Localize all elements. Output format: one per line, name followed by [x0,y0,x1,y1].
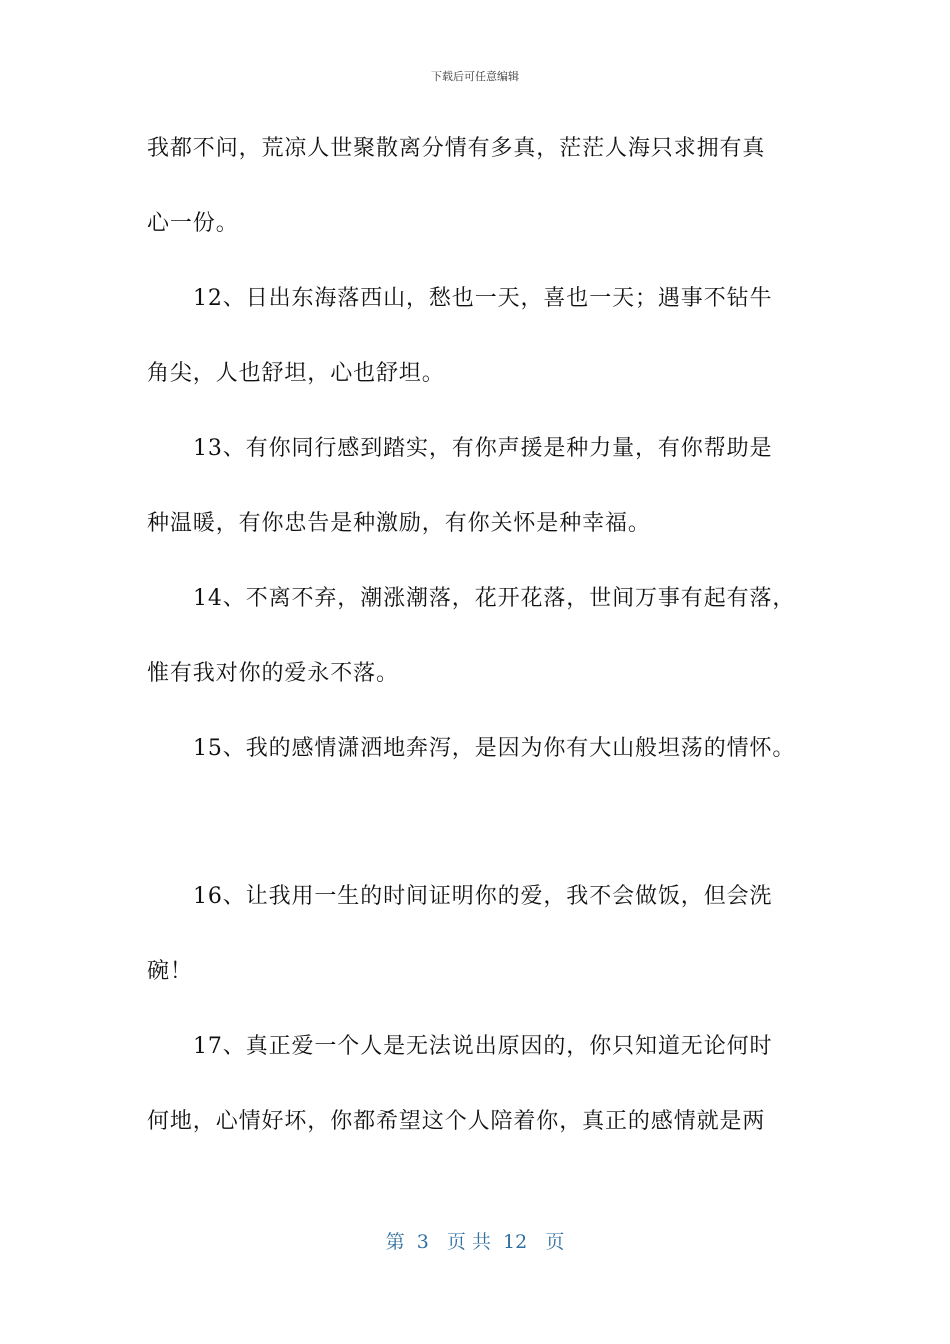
text-line: 心一份。 [147,211,239,236]
page-header: 下载后可任意编辑 [431,70,519,83]
text-line: 13、有你同行感到踏实，有你声援是种力量，有你帮助是 [193,436,773,461]
text-line: 碗！ [147,959,193,984]
text-line: 14、不离不弃，潮涨潮落，花开花落，世间万事有起有落， [193,586,796,611]
page-footer: 第 3 页 共 12 页 [385,1231,565,1253]
text-line: 种温暖，有你忠告是种激励，有你关怀是种幸福。 [147,511,651,536]
text-line: 17、真正爱一个人是无法说出原因的，你只知道无论何时 [193,1034,773,1059]
text-line: 15、我的感情潇洒地奔泻，是因为你有大山般坦荡的情怀。 [193,736,796,761]
text-line: 我都不问，荒凉人世聚散离分情有多真，茫茫人海只求拥有真 [147,136,766,161]
text-line: 惟有我对你的爱永不落。 [147,661,399,686]
text-line: 16、让我用一生的时间证明你的爱，我不会做饭，但会洗 [193,884,773,909]
text-line: 何地，心情好坏，你都希望这个人陪着你，真正的感情就是两 [147,1109,766,1134]
text-line: 12、日出东海落西山，愁也一天，喜也一天；遇事不钻牛 [193,286,773,311]
text-line: 角尖，人也舒坦，心也舒坦。 [147,361,445,386]
